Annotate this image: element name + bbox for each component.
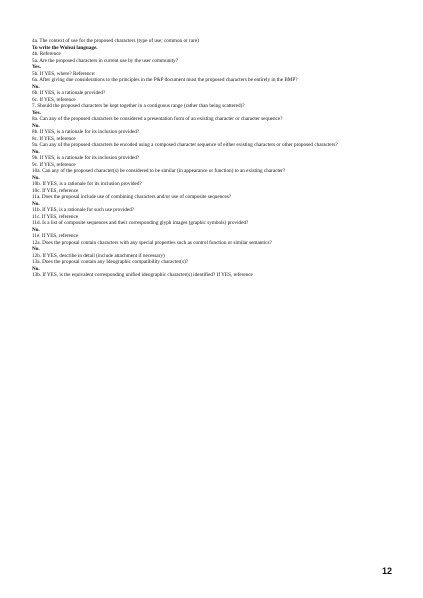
- answer-line: No.: [32, 246, 40, 252]
- question-line: 10b. If YES, is a rationale for its inclusion provided?: [32, 181, 142, 187]
- question-line: 9a. Can any of the proposed characters be encoded using a composed character sequence of either existing characters or other proposed characters?: [32, 142, 338, 148]
- question-line: 9b. If YES, is a rationale for its inclusion provided?: [32, 155, 140, 161]
- question-line: 6a. After giving due considerations to the principles in the P&P document must the proposed characters be entirely in the BMP?: [32, 77, 298, 83]
- question-line: 5a. Are the proposed characters in current use by the user community?: [32, 57, 179, 64]
- answer-line: No.: [32, 174, 40, 181]
- answer-line: No.: [32, 200, 40, 207]
- question-line: 5b. If YES, where? Reference:: [32, 70, 96, 77]
- question-line: 10c. If YES, reference: [32, 187, 79, 194]
- question-line: 13a. Does the proposal contain any Ideographic compatibility character(s)?: [32, 259, 188, 265]
- question-line: 13b. If YES, is the equivalent corresponding unified ideographic character(s) identified? If YES, reference: [32, 272, 253, 278]
- question-line: 8b. If YES, is a rationale for its inclusion provided?: [32, 129, 140, 135]
- question-line: 8c. If YES, reference: [32, 135, 76, 142]
- question-line: 11e. If YES, reference: [32, 233, 79, 239]
- question-line: 4a. The context of use for the proposed characters (type of use; common or rare): [32, 38, 199, 44]
- answer-line: No.: [32, 83, 40, 90]
- question-line: 12a. Does the proposal contain characters with any special properties such as control function or similar semantics?: [32, 239, 272, 246]
- answer-line: To write the Woleai language.: [32, 44, 98, 51]
- question-line: 6c. If YES, reference: [32, 96, 76, 103]
- question-line: 11c. If YES, reference: [32, 213, 79, 220]
- question-line: 11a. Does the proposal include use of combining characters and/or use of composite sequences?: [32, 194, 232, 200]
- document-body: [32, 38, 394, 279]
- page-number: 12: [382, 566, 393, 576]
- answer-line: Yes.: [32, 64, 41, 70]
- question-line: 10a. Can any of the proposed character(s) be considered to be similar (in appearance or function) to an existing character?: [32, 168, 286, 174]
- question-line: 8a. Can any of the proposed characters be considered a presentation form of an existing character or character sequence?: [32, 116, 283, 122]
- question-line: 4b. Reference: [32, 51, 61, 57]
- answer-line: No.: [32, 148, 40, 155]
- question-line: 7. Should the proposed characters be kept together in a contiguous range (rather than being scattered)?: [32, 103, 245, 109]
- answer-line: Yes.: [32, 109, 41, 116]
- question-line: 12b. If YES, describe in detail (include attachment if necessary): [32, 252, 165, 259]
- answer-line: No.: [32, 265, 40, 272]
- question-line: 6b. If YES, is a rationale provided?: [32, 90, 106, 96]
- answer-line: No.: [32, 122, 40, 129]
- question-line: 11d. Is a list of composite sequences and their corresponding glyph images (graphic symbols) provided?: [32, 220, 249, 226]
- question-line: 11b. If YES, is a rationale for such use provided?: [32, 207, 135, 213]
- answer-line: No.: [32, 226, 40, 233]
- question-line: 9c. If YES, reference: [32, 161, 76, 168]
